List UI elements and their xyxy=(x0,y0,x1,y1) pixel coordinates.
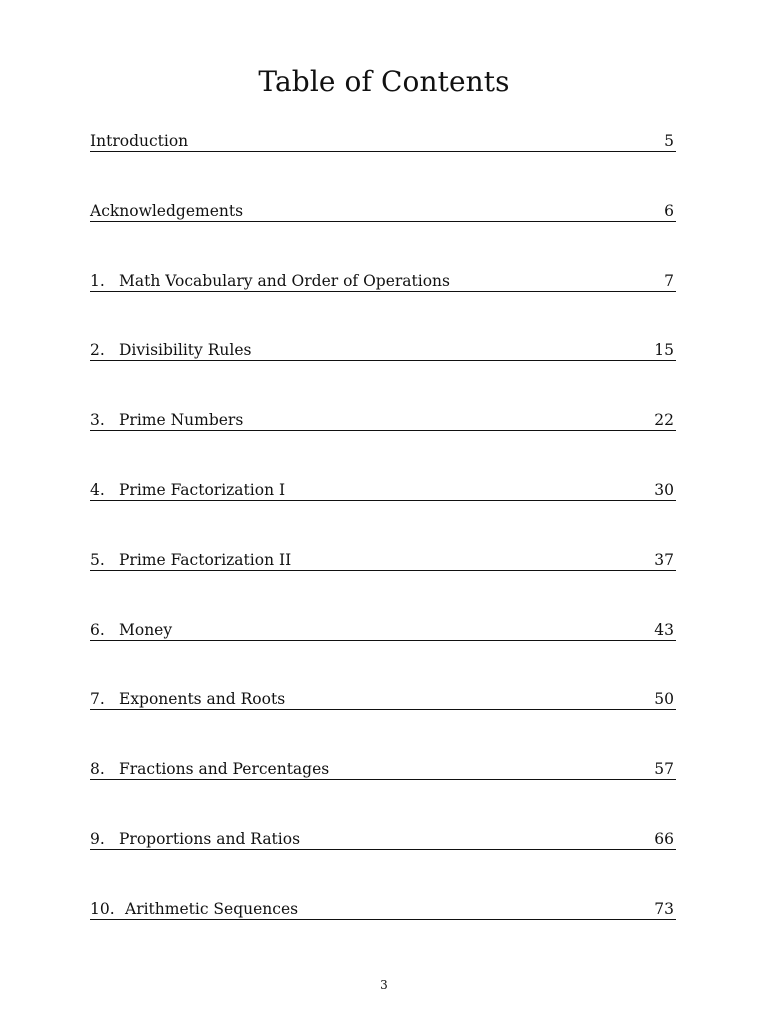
toc-entry-number: 4. xyxy=(90,480,105,499)
toc-entry-chapter-7[interactable] xyxy=(90,690,676,710)
toc-entry-title: Proportions and Ratios xyxy=(119,829,301,848)
toc-entry-number: 7. xyxy=(90,690,105,709)
toc-entry-title: Prime Factorization I xyxy=(119,480,286,499)
toc-entry-chapter-2[interactable] xyxy=(90,341,676,361)
toc-entry-page: 57 xyxy=(654,760,674,779)
toc-entry-page: 5 xyxy=(664,132,674,150)
toc-entry-title: Fractions and Percentages xyxy=(119,760,330,779)
toc-entry-title: Introduction xyxy=(90,132,189,150)
toc-entry-chapter-6[interactable] xyxy=(90,621,676,641)
toc-entry-page: 15 xyxy=(654,341,674,360)
toc-entry-number: 10. xyxy=(90,899,115,918)
toc-entry-page: 22 xyxy=(654,411,674,430)
toc-entry-title: Divisibility Rules xyxy=(119,341,252,360)
toc-entry-label xyxy=(90,620,172,640)
toc-entry-page: 30 xyxy=(654,480,674,499)
toc-entry-number: 5. xyxy=(90,550,105,569)
toc-entry-label xyxy=(90,340,251,360)
toc-entry-chapter-10[interactable] xyxy=(90,900,676,920)
toc-entry-number: 9. xyxy=(90,829,105,848)
toc-entry-chapter-1[interactable] xyxy=(90,272,676,292)
toc-entry-title: Exponents and Roots xyxy=(119,690,286,709)
toc-entry-title: Acknowledgements xyxy=(90,201,244,220)
toc-entry-label xyxy=(90,899,298,919)
toc-entry-page: 43 xyxy=(654,620,674,639)
toc-entry-label xyxy=(90,271,450,291)
toc-entry-label xyxy=(90,689,285,709)
toc-entry-page: 37 xyxy=(654,550,674,569)
toc-entry-number: 1. xyxy=(90,271,105,290)
toc-entry-chapter-8[interactable] xyxy=(90,760,676,780)
toc-entry-page: 50 xyxy=(654,690,674,709)
toc-entry-label xyxy=(90,759,329,779)
toc-entry-page: 6 xyxy=(664,201,674,220)
toc-entry-chapter-9[interactable] xyxy=(90,830,676,850)
toc-entry-label xyxy=(90,131,188,151)
table-of-contents xyxy=(90,132,676,920)
toc-entry-acknowledgements[interactable] xyxy=(90,202,676,222)
toc-entry-chapter-5[interactable] xyxy=(90,551,676,571)
toc-entry-page: 73 xyxy=(654,899,674,918)
page-title: Table of Contents xyxy=(258,64,510,98)
toc-entry-number: 8. xyxy=(90,760,105,779)
toc-entry-page: 66 xyxy=(654,829,674,848)
toc-entry-label xyxy=(90,829,300,849)
toc-entry-number: 2. xyxy=(90,341,105,360)
toc-entry-page: 7 xyxy=(664,271,674,290)
toc-entry-chapter-3[interactable] xyxy=(90,411,676,431)
toc-entry-number: 3. xyxy=(90,411,105,430)
toc-entry-label xyxy=(90,550,291,570)
toc-entry-title: Arithmetic Sequences xyxy=(125,899,299,918)
toc-entry-chapter-4[interactable] xyxy=(90,481,676,501)
toc-entry-title: Money xyxy=(119,620,173,639)
toc-entry-introduction[interactable] xyxy=(90,132,676,152)
toc-entry-title: Math Vocabulary and Order of Operations xyxy=(119,271,450,290)
toc-entry-title: Prime Factorization II xyxy=(119,550,292,569)
toc-entry-number: 6. xyxy=(90,620,105,639)
toc-entry-label xyxy=(90,201,243,221)
toc-entry-label xyxy=(90,480,285,500)
toc-entry-label xyxy=(90,410,243,430)
footer-page-number: 3 xyxy=(380,978,388,992)
toc-entry-title: Prime Numbers xyxy=(119,411,244,430)
